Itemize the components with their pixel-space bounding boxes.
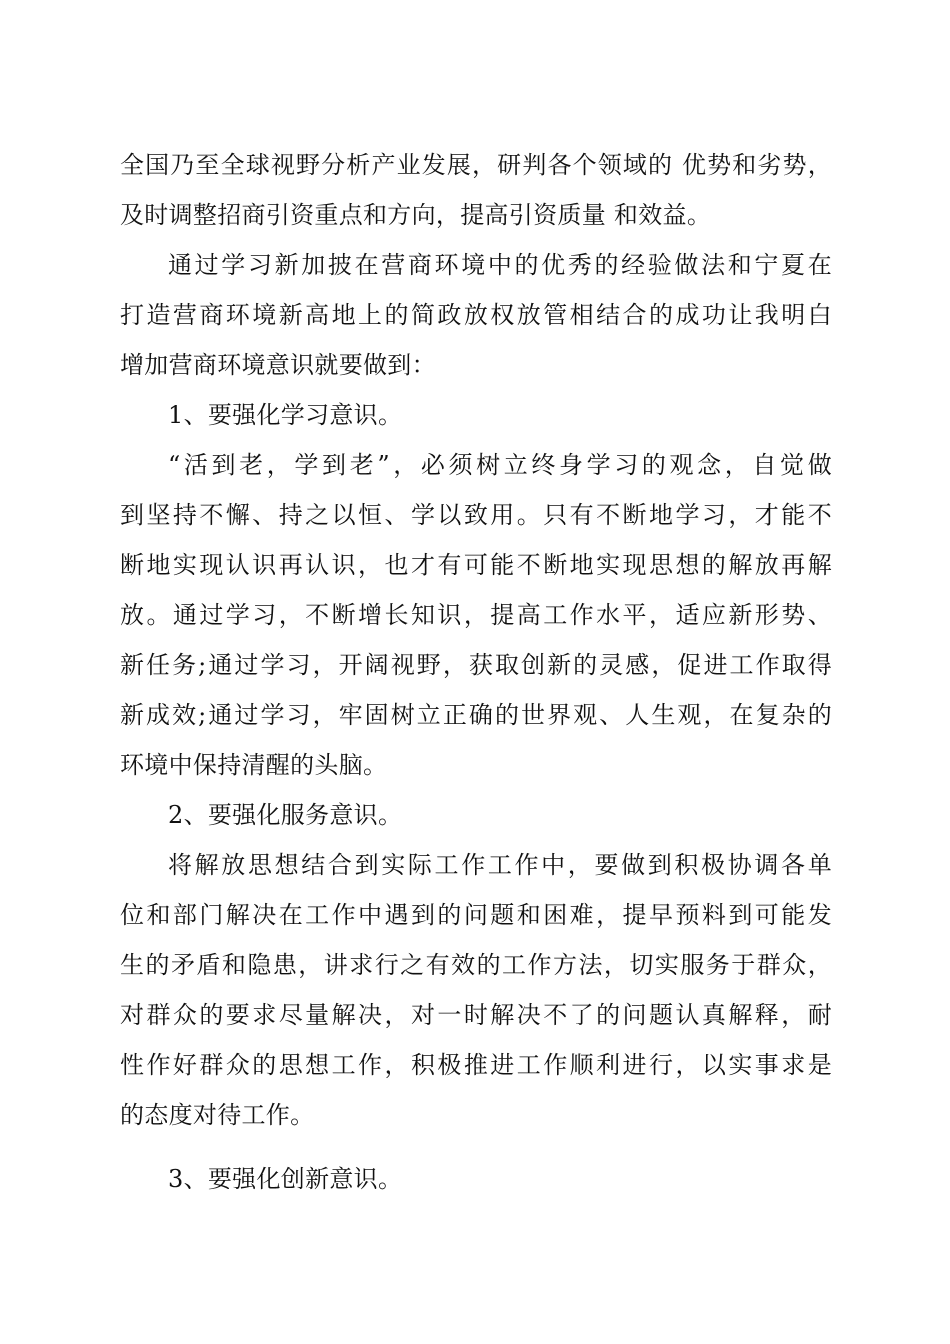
paragraph-line: 放。通过学习，不断增长知识，提高工作水平，适应新形势、 [120, 601, 832, 629]
section-heading-3: 3、要强化创新意识。 [168, 1165, 403, 1193]
paragraph-line: 生的矛盾和隐患，讲求行之有效的工作方法，切实服务于群众， [120, 951, 832, 979]
section-heading-2: 2、要强化服务意识。 [168, 801, 403, 829]
paragraph-line: 将解放思想结合到实际工作工作中，要做到积极协调各单 [168, 851, 832, 879]
paragraph-line: 环境中保持清醒的头脑。 [120, 751, 388, 779]
paragraph-line: “活到老，学到老”，必须树立终身学习的观念，自觉做 [168, 451, 832, 479]
paragraph-line: 新成效;通过学习，牢固树立正确的世界观、人生观，在复杂的 [120, 701, 832, 729]
paragraph-line: 全国乃至全球视野分析产业发展，研判各个领域的 优势和劣势， [120, 151, 832, 179]
paragraph-line: 增加营商环境意识就要做到： [120, 351, 436, 379]
section-heading-1: 1、要强化学习意识。 [168, 401, 403, 429]
paragraph-line: 新任务;通过学习，开阔视野，获取创新的灵感，促进工作取得 [120, 651, 832, 679]
paragraph-line: 断地实现认识再认识，也才有可能不断地实现思想的解放再解 [120, 551, 832, 579]
paragraph-line: 到坚持不懈、持之以恒、学以致用。只有不断地学习，才能不 [120, 501, 832, 529]
paragraph-line: 对群众的要求尽量解决，对一时解决不了的问题认真解释，耐 [120, 1001, 832, 1029]
paragraph-line: 及时调整招商引资重点和方向，提高引资质量 和效益。 [120, 201, 712, 229]
paragraph-line: 打造营商环境新高地上的简政放权放管相结合的成功让我明白 [120, 301, 832, 329]
paragraph-line: 性作好群众的思想工作，积极推进工作顺利进行，以实事求是 [120, 1051, 832, 1079]
paragraph-line: 通过学习新加披在营商环境中的优秀的经验做法和宁夏在 [168, 251, 832, 279]
document-body [120, 140, 832, 1204]
paragraph-line: 的态度对待工作。 [120, 1101, 315, 1129]
paragraph-line: 位和部门解决在工作中遇到的问题和困难，提早预料到可能发 [120, 901, 832, 929]
